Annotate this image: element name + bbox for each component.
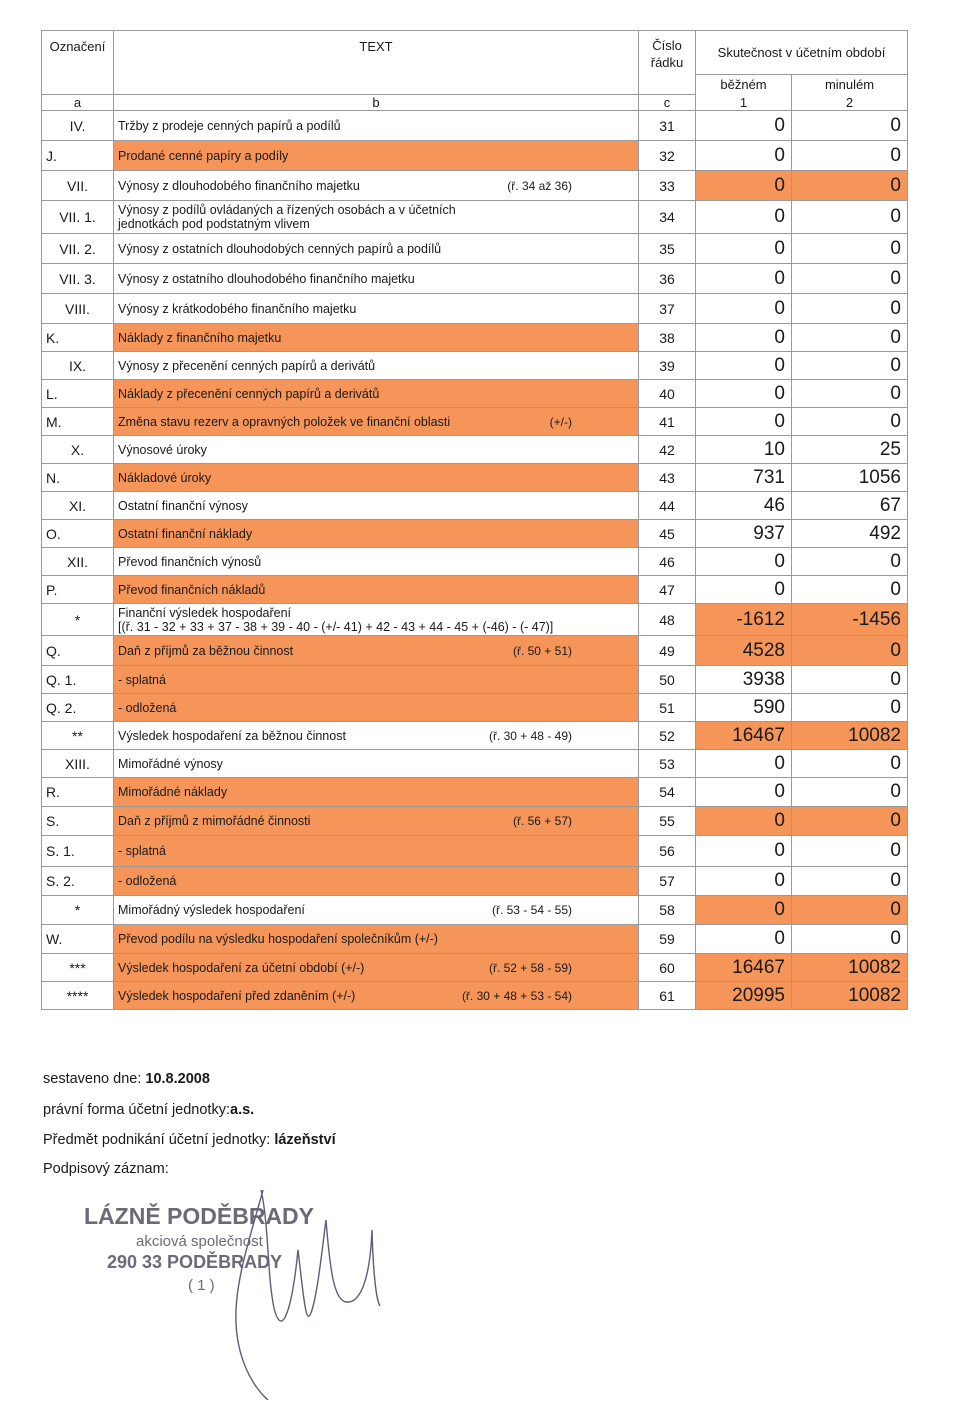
previous-period-value: 10082 [792,722,908,750]
col-2-number: 2 [792,95,908,111]
current-period-value: 731 [696,464,792,492]
current-period-value: 4528 [696,636,792,666]
current-period-value: 3938 [696,666,792,694]
table-row [42,807,908,836]
col-c-letter: c [639,95,696,111]
previous-period-value: 0 [792,294,908,324]
previous-period-value: 25 [792,436,908,464]
row-text-cell [114,520,639,548]
row-formula-ref: (ř. 52 + 58 - 59) [488,960,572,975]
row-text-cell [114,464,639,492]
row-text-cell [114,722,639,750]
row-text: Tržby z prodeje cenných papírů a podílů [118,118,341,133]
table-row [42,264,908,294]
row-text: Prodané cenné papíry a podíly [118,148,289,163]
current-period-value: 0 [696,576,792,604]
row-number: 43 [639,464,696,492]
col-c-title-2: řádku [650,55,684,70]
table-row [42,778,908,807]
row-text: Ostatní finanční výnosy [118,498,248,513]
stamp-line-4: ( 1 ) [188,1277,215,1294]
row-mark: J. [42,141,114,171]
period-header [696,31,908,75]
row-mark: Q. 2. [42,694,114,722]
previous-period-value: 1056 [792,464,908,492]
legal-form-label: právní forma účetní jednotky: [43,1102,230,1118]
current-period-value: 0 [696,778,792,807]
current-period-value: 16467 [696,954,792,982]
row-number: 49 [639,636,696,666]
row-mark: XIII. [42,750,114,778]
current-period-value: 46 [696,492,792,520]
row-mark: VII. [42,171,114,201]
row-number: 51 [639,694,696,722]
previous-period-value: 0 [792,352,908,380]
current-period-value: 0 [696,380,792,408]
previous-period-value: 0 [792,264,908,294]
previous-period-value: 0 [792,925,908,954]
row-text-continued: jednotkách pod podstatným vlivem [118,217,310,231]
row-text: Změna stavu rezerv a opravných položek ve finanční oblasti [118,414,451,429]
current-period-value: 0 [696,750,792,778]
row-formula-ref: (ř. 30 + 48 + 53 - 54) [461,988,572,1003]
table-row [42,408,908,436]
previous-period-value: 0 [792,666,908,694]
row-formula-ref: (ř. 53 - 54 - 55) [491,903,572,917]
previous-period-value: 10082 [792,982,908,1010]
col-c-title-1: Číslo [652,38,682,53]
current-period-header [696,75,792,95]
row-mark: O. [42,520,114,548]
row-text-cell [114,234,639,264]
row-number: 35 [639,234,696,264]
legal-form-line [43,1102,254,1118]
current-period-value: 0 [696,548,792,576]
table-row [42,380,908,408]
income-statement-table [41,30,908,1010]
table-row [42,666,908,694]
current-title: běžném [720,77,767,92]
previous-period-value: 0 [792,380,908,408]
table-row [42,750,908,778]
row-number: 45 [639,520,696,548]
row-text: Výnosy z přecenění cenných papírů a derivátů [118,358,376,373]
table-row [42,352,908,380]
row-mark: L. [42,380,114,408]
stamp-line-1: LÁZNĚ PODĚBRADY [84,1203,315,1229]
row-number: 55 [639,807,696,836]
row-formula-ref: (ř. 30 + 48 - 49) [488,728,572,743]
compiled-date-line [43,1071,210,1087]
row-text: Výnosy z krátkodobého finančního majetku [118,301,357,316]
compiled-date-label: sestaveno dne: [43,1071,146,1087]
row-mark: M. [42,408,114,436]
previous-period-header [792,75,908,95]
previous-period-value: 0 [792,867,908,896]
row-text-cell [114,636,639,666]
company-stamp [60,1190,400,1400]
previous-period-value: 0 [792,141,908,171]
row-number: 56 [639,836,696,867]
business-subject-line [43,1132,336,1148]
previous-period-value: 492 [792,520,908,548]
row-text-cell [114,294,639,324]
row-text: - splatná [118,672,166,687]
table-row [42,520,908,548]
current-period-value: 0 [696,324,792,352]
row-text: Mimořádné výnosy [118,756,223,771]
row-text: Výsledek hospodaření za účetní období (+/-) [118,960,365,975]
row-text: Výnosy z podílů ovládaných a řízených osobách a v účetních [118,203,456,217]
table-row [42,324,908,352]
previous-period-value: 0 [792,324,908,352]
row-text: Výnosy z dlouhodobého finančního majetku [118,178,360,193]
stamp-line-2: akciová společnost [136,1233,263,1250]
row-text-continued: [(ř. 31 - 32 + 33 + 37 - 38 + 39 - 40 - (+/- 41) + 42 - 43 + 44 - 45 + (-46) - (- 47)] [118,619,554,634]
row-text-cell [114,171,639,201]
row-text: Daň z příjmů z mimořádné činnosti [118,814,311,828]
row-text-cell [114,807,639,836]
row-mark: **** [42,982,114,1010]
row-number: 61 [639,982,696,1010]
row-text-cell [114,896,639,925]
previous-period-value: 0 [792,636,908,666]
row-text: Náklady z přecenění cenných papírů a derivátů [118,386,380,401]
row-text-cell [114,141,639,171]
compiled-date-value: 10.8.2008 [145,1071,210,1087]
table-row [42,234,908,264]
row-text: Ostatní finanční náklady [118,526,253,541]
table-row [42,636,908,666]
table-row [42,141,908,171]
row-text: Převod finančních výnosů [118,554,262,569]
row-text-cell [114,548,639,576]
previous-period-value: 0 [792,807,908,836]
row-text-cell [114,954,639,982]
row-text: Mimořádný výsledek hospodaření [118,903,305,917]
row-text-cell [114,604,639,636]
row-text: Výsledek hospodaření za běžnou činnost [118,728,346,743]
current-period-value: 0 [696,408,792,436]
row-text-cell [114,352,639,380]
row-formula-ref: (ř. 56 + 57) [512,814,572,828]
table-row [42,722,908,750]
previous-period-value: 67 [792,492,908,520]
row-text: Výnosy z ostatních dlouhodobých cenných papírů a podílů [118,241,442,256]
table-row [42,925,908,954]
table-row [42,954,908,982]
row-number: 33 [639,171,696,201]
row-text: Výsledek hospodaření před zdaněním (+/-) [118,988,356,1003]
row-mark: *** [42,954,114,982]
row-number: 40 [639,380,696,408]
current-period-value: 0 [696,141,792,171]
row-text-cell [114,492,639,520]
current-period-value: 0 [696,111,792,141]
table-row [42,294,908,324]
col-b-header [114,31,639,95]
previous-period-value: 0 [792,778,908,807]
row-number: 60 [639,954,696,982]
previous-period-value: 0 [792,201,908,234]
row-text: Daň z příjmů za běžnou činnost [118,643,294,658]
row-text: Nákladové úroky [118,470,212,485]
table-row [42,201,908,234]
row-number: 57 [639,867,696,896]
row-text: - odložená [118,874,177,888]
table-row [42,836,908,867]
row-mark: S. 2. [42,867,114,896]
row-text-cell [114,778,639,807]
row-number: 44 [639,492,696,520]
current-period-value: 0 [696,896,792,925]
row-text-cell [114,576,639,604]
row-mark: N. [42,464,114,492]
row-text-cell [114,982,639,1010]
current-period-value: 20995 [696,982,792,1010]
previous-period-value: 0 [792,234,908,264]
current-period-value: 590 [696,694,792,722]
row-mark: P. [42,576,114,604]
row-mark: VII. 2. [42,234,114,264]
row-mark: VII. 3. [42,264,114,294]
row-text: Finanční výsledek hospodaření [118,605,292,620]
row-mark: IX. [42,352,114,380]
col-a-header [42,31,114,95]
row-number: 50 [639,666,696,694]
row-text-cell [114,380,639,408]
row-number: 31 [639,111,696,141]
row-text-cell [114,436,639,464]
row-formula-ref: (ř. 34 až 36) [507,178,572,193]
previous-period-value: 0 [792,750,908,778]
row-number: 34 [639,201,696,234]
previous-period-value: 0 [792,408,908,436]
previous-period-value: 0 [792,171,908,201]
row-text-cell [114,750,639,778]
row-mark: Q. [42,636,114,666]
table-row [42,464,908,492]
business-subject-label: Předmět podnikání účetní jednotky: [43,1132,275,1148]
table-row [42,171,908,201]
row-text: Výnosové úroky [118,442,207,457]
row-number: 46 [639,548,696,576]
current-period-value: 0 [696,201,792,234]
row-text-cell [114,836,639,867]
row-text-cell [114,264,639,294]
row-text-cell [114,666,639,694]
row-mark: K. [42,324,114,352]
previous-period-value: 0 [792,694,908,722]
row-number: 48 [639,604,696,636]
row-formula-ref: (ř. 50 + 51) [512,643,572,658]
row-number: 36 [639,264,696,294]
row-mark: W. [42,925,114,954]
period-title: Skutečnost v účetním období [717,45,886,60]
row-text-cell [114,324,639,352]
row-text-cell [114,111,639,141]
row-number: 54 [639,778,696,807]
business-subject-value: lázeňství [274,1132,336,1148]
table-row [42,867,908,896]
row-number: 42 [639,436,696,464]
col-a-title: Označení [49,39,106,54]
table-row [42,548,908,576]
table-row [42,492,908,520]
row-mark: * [42,604,114,636]
row-mark: XI. [42,492,114,520]
table-row [42,436,908,464]
col-1-number: 1 [696,95,792,111]
table-row [42,576,908,604]
row-text-cell [114,867,639,896]
current-period-value: 10 [696,436,792,464]
current-period-value: 16467 [696,722,792,750]
row-mark: Q. 1. [42,666,114,694]
row-text-cell [114,201,639,234]
col-c-header [639,31,696,95]
current-period-value: 0 [696,234,792,264]
col-a-letter: a [42,95,114,111]
col-b-letter: b [114,95,639,111]
row-number: 39 [639,352,696,380]
row-number: 32 [639,141,696,171]
current-period-value: 0 [696,264,792,294]
row-mark: * [42,896,114,925]
previous-period-value: -1456 [792,604,908,636]
row-number: 47 [639,576,696,604]
row-mark: S. [42,807,114,836]
stamp-line-3: 290 33 PODĚBRADY [107,1252,283,1272]
row-mark: X. [42,436,114,464]
current-period-value: 0 [696,867,792,896]
row-formula-ref: (+/-) [549,414,572,429]
previous-period-value: 0 [792,836,908,867]
row-number: 52 [639,722,696,750]
row-text: Náklady z finančního majetku [118,330,282,345]
row-text: - splatná [118,844,166,858]
row-text: - odložená [118,700,177,715]
row-number: 58 [639,896,696,925]
legal-form-value: a.s. [230,1102,255,1118]
current-period-value: 0 [696,925,792,954]
current-period-value: -1612 [696,604,792,636]
row-text: Převod podílu na výsledku hospodaření společníkům (+/-) [118,932,438,946]
row-number: 38 [639,324,696,352]
current-period-value: 0 [696,352,792,380]
row-text: Mimořádné náklady [118,785,228,799]
row-mark: VIII. [42,294,114,324]
row-mark: S. 1. [42,836,114,867]
previous-period-value: 0 [792,896,908,925]
row-text-cell [114,408,639,436]
row-number: 59 [639,925,696,954]
row-mark: ** [42,722,114,750]
row-text: Převod finančních nákladů [118,582,266,597]
current-period-value: 0 [696,836,792,867]
row-mark: R. [42,778,114,807]
previous-title: minulém [824,77,875,92]
previous-period-value: 0 [792,111,908,141]
table-row [42,111,908,141]
col-b-title: TEXT [359,39,393,54]
current-period-value: 0 [696,294,792,324]
current-period-value: 0 [696,171,792,201]
row-number: 41 [639,408,696,436]
table-row [42,604,908,636]
table-row [42,694,908,722]
row-mark: IV. [42,111,114,141]
signature-label: Podpisový záznam: [43,1161,169,1177]
row-text: Výnosy z ostatního dlouhodobého finančního majetku [118,271,415,286]
row-text-cell [114,694,639,722]
table-row [42,896,908,925]
current-period-value: 0 [696,807,792,836]
row-number: 53 [639,750,696,778]
previous-period-value: 10082 [792,954,908,982]
row-text-cell [114,925,639,954]
table-row [42,982,908,1010]
current-period-value: 937 [696,520,792,548]
row-mark: XII. [42,548,114,576]
previous-period-value: 0 [792,548,908,576]
previous-period-value: 0 [792,576,908,604]
row-mark: VII. 1. [42,201,114,234]
row-number: 37 [639,294,696,324]
